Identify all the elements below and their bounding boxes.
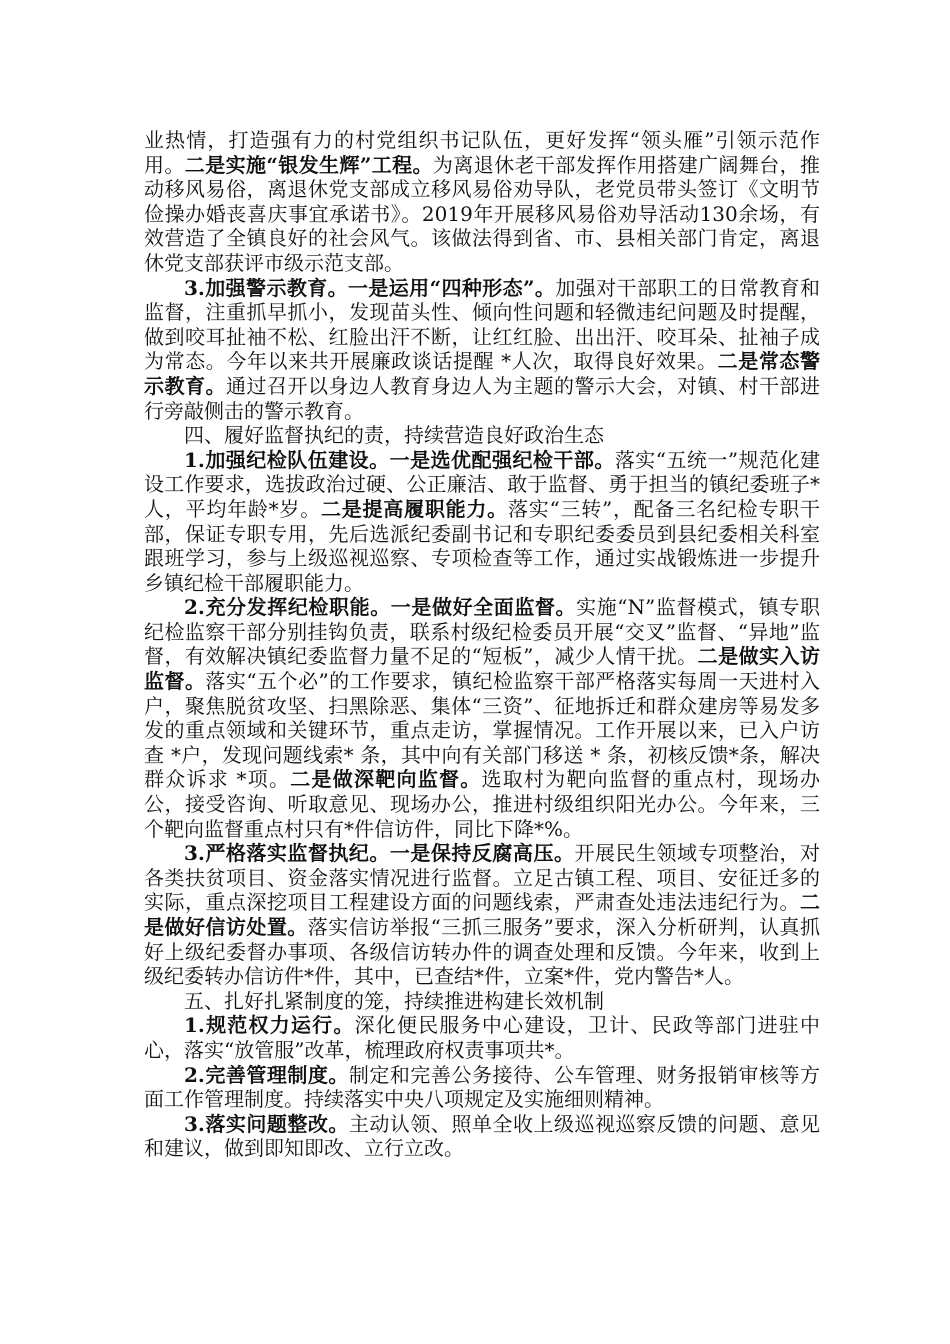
heading-text: 五、扎好扎紧制度的笼，持续推进构建长效机制 <box>184 988 604 1013</box>
bold-run: 二是常态警示教育。 <box>144 349 821 398</box>
paragraph-warning-education <box>144 276 820 424</box>
text-run: 业热情，打造强有力的村党组织书记队伍，更好发挥“领头雁”引领示范作用。 <box>144 128 820 177</box>
heading-text: 四、履好监督执纪的责，持续营造良好政治生态 <box>184 423 604 448</box>
text-run: 制定和完善公务接待、公车管理、财务报销审核等方面工作管理制度。持续落实中央八项规定及实施细则精神。 <box>144 1062 821 1112</box>
paragraph-village-leaders <box>144 128 820 276</box>
text-run: 开展民生领域专项整治，对各类扶贫项目、资金落实情况进行监督。立足古镇工程、项目、安征迁多的实际，重点深挖项目工程建设方面的问题线索，严肃查处违法违纪行为。 <box>144 841 820 915</box>
text-run: 深化便民服务中心建设，卫计、民政等部门进驻中心，落实“放管服”改革，梳理政府权责事项共*。 <box>144 1013 821 1062</box>
section-heading-five <box>144 989 820 1014</box>
text-run: 落实“五个必”的工作要求，镇纪检监察干部严格落实每周一天进村入户，聚焦脱贫攻坚、扫黑除恶、集体“三资”、征地拆迁和群众建房等易发多发的重点领域和关键环节，重点走访，掌握情况。工作开展以来，已入户访查 *户，发现问题线索* 条，其中向有关部门移送 * 条，初核反馈*条，解决群众诉求 *项。 <box>144 669 821 792</box>
text-run: 落实信访举报“三抓三服务”要求，深入分析研判，认真抓好上级纪委督办事项、各级信访转办件的调查处理和反馈。今年来，收到上级纪委转办信访件*件，其中，已查结*件，立案*件，党内警告*人。 <box>144 915 821 989</box>
text-run: 加强对干部职工的日常教育和监督，注重抓早抓小，发现苗头性、倾向性问题和轻微违纪问题及时提醒，做到咬耳扯袖不松、红脸出汗不断，让红红脸、出出汗、咬耳朵、扯袖子成为常态。今年以来共开展廉政谈话提醒 *人次，取得良好效果。 <box>144 275 820 374</box>
bold-run: 1.规范权力运行。 <box>184 1013 355 1038</box>
paragraph-discipline-functions <box>144 595 820 841</box>
document-body <box>144 128 820 1161</box>
bold-run: 二是实施“银发生辉”工程。 <box>184 152 433 177</box>
text-run: 落实“五统一”规范化建设工作要求，选拔政治过硬、公正廉洁、敢于监督、勇于担当的镇纪委班子*人，平均年龄*岁。 <box>144 447 820 521</box>
paragraph-power-operation <box>144 1013 820 1062</box>
text-run: 选取村为靶向监督的重点村，现场办公，接受咨询、听取意见、现场办公，推进村级组织阳光办公。今年来，三个靶向监督重点村只有*件信访件，同比下降*%。 <box>144 767 821 841</box>
bold-run: 3.加强警示教育。一是运用“四种形态”。 <box>184 275 556 300</box>
bold-run: 3.落实问题整改。 <box>184 1111 349 1136</box>
bold-run: 2.充分发挥纪检职能。一是做好全面监督。 <box>184 595 577 620</box>
text-run: 落实“三转”，配备三名纪检专职干部，保证专职专用，先后选派纪委副书记和专职纪委委员到县纪委相关科室跟班学习，参与上级巡视巡察、专项检查等工作，通过实战锻炼进一步提升乡镇纪检干部履职能力。 <box>144 496 820 595</box>
bold-run: 二是做好信访处置。 <box>144 890 820 939</box>
bold-run: 二是提高履职能力。 <box>320 496 508 521</box>
text-run: 实施“N”监督模式，镇专职纪检监察干部分别挂钩负责，联系村级纪检委员开展“交叉”监督、“异地”监督，有效解决镇纪委监督力量不足的“短板”，减少人情干扰。 <box>144 595 820 669</box>
paragraph-supervision-enforcement <box>144 841 820 989</box>
paragraph-discipline-team <box>144 448 820 596</box>
section-heading-four <box>144 423 820 448</box>
text-run: 主动认领、照单全收上级巡视巡察反馈的问题、意见和建议，做到即知即改、立行立改。 <box>144 1111 821 1161</box>
bold-run: 二是做实入访监督。 <box>144 644 820 694</box>
bold-run: 1.加强纪检队伍建设。一是选优配强纪检干部。 <box>184 447 615 472</box>
text-run: 通过召开以身边人教育身边人为主题的警示大会，对镇、村干部进行旁敲侧击的警示教育。 <box>144 373 820 423</box>
bold-run: 2.完善管理制度。 <box>184 1062 349 1087</box>
bold-run: 二是做深靶向监督。 <box>290 767 482 792</box>
paragraph-rectification <box>144 1112 820 1161</box>
paragraph-management-system <box>144 1063 820 1112</box>
bold-run: 3.严格落实监督执纪。一是保持反腐高压。 <box>184 841 575 866</box>
text-run: 为离退休老干部发挥作用搭建广阔舞台，推动移风易俗，离退休党支部成立移风易俗劝导队，老党员带头签订《文明节俭操办婚丧喜庆事宜承诺书》。2019年开展移风易俗劝导活动130余场，有效营造了全镇良好的社会风气。该做法得到省、市、县相关部门肯定，离退休党支部获评市级示范支部。 <box>144 152 821 275</box>
